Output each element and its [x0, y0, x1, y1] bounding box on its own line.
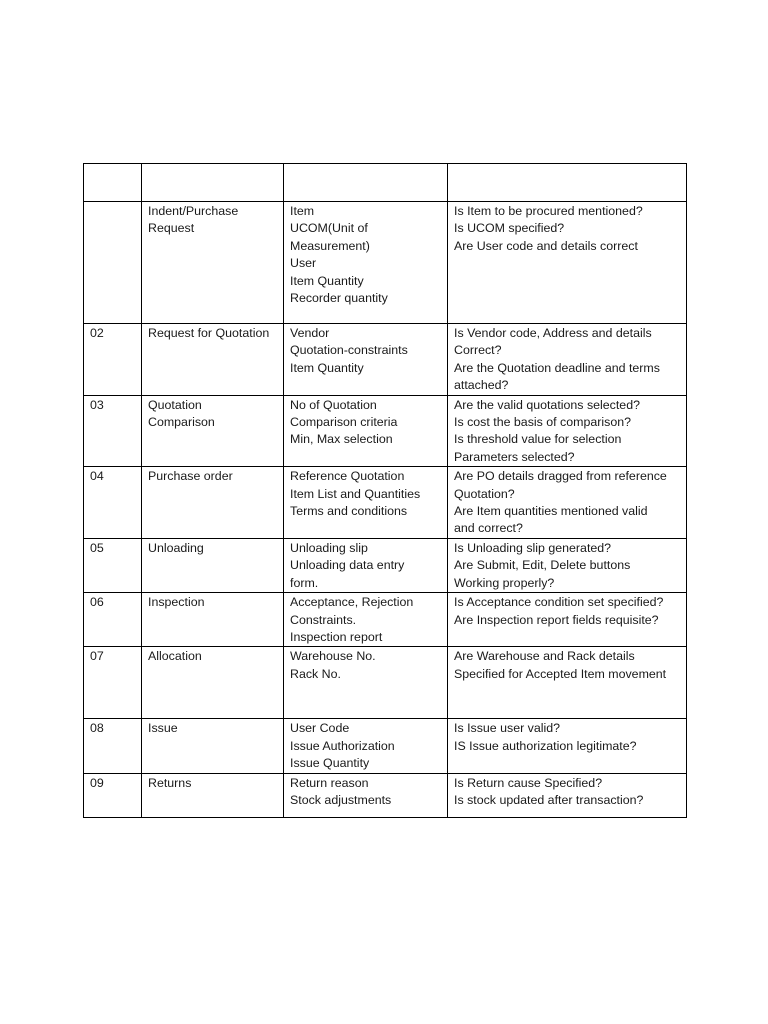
cell-text-line: Working properly?: [454, 575, 555, 590]
cell-text-line: Acceptance, Rejection: [290, 595, 414, 610]
serial-number-cell: [84, 467, 142, 539]
cell-text-line: and correct?: [454, 521, 523, 536]
cell-text-line: Are Warehouse and Rack details: [454, 649, 635, 664]
process-cell: [142, 202, 284, 324]
cell-text-line: Allocation: [148, 649, 202, 664]
cell-text-line: Rack No.: [290, 666, 341, 681]
cell-text-line: Warehouse No.: [290, 649, 376, 664]
fields-cell: [284, 467, 448, 539]
cell-text-line: Is stock updated after transaction?: [454, 792, 644, 807]
cell-text-line: Unloading data entry: [290, 558, 405, 573]
cell-text-line: Request: [148, 221, 195, 236]
cell-text-line: IS Issue authorization legitimate?: [454, 738, 637, 753]
table-body: [84, 164, 687, 818]
serial-number-text: 09: [90, 775, 104, 790]
table-row: [84, 164, 687, 202]
process-cell: [142, 395, 284, 467]
cell-text-line: Vendor: [290, 326, 330, 340]
cell-text-line: Is UCOM specified?: [454, 221, 565, 236]
checks-cell: [448, 593, 687, 647]
process-checklist-table: [83, 163, 687, 818]
cell-text-line: Issue Quantity: [290, 756, 370, 771]
serial-number-text: 02: [90, 326, 104, 340]
cell-text-line: Comparison criteria: [290, 415, 398, 430]
serial-number-cell: [84, 538, 142, 592]
cell-text-line: Item Quantity: [290, 360, 364, 375]
process-cell: [142, 593, 284, 647]
process-cell: [142, 719, 284, 773]
cell-text-line: Measurement): [290, 238, 370, 253]
serial-number-text: 07: [90, 649, 104, 664]
cell-text-line: Parameters selected?: [454, 449, 575, 464]
process-cell: [142, 538, 284, 592]
cell-text-line: Issue Authorization: [290, 738, 395, 753]
table-row: [84, 202, 687, 324]
cell-text-line: Returns: [148, 775, 192, 790]
fields-cell: [284, 538, 448, 592]
checks-cell: [448, 647, 687, 719]
cell-text-line: Is cost the basis of comparison?: [454, 415, 631, 430]
checks-cell: [448, 719, 687, 773]
checks-cell: [448, 773, 687, 817]
cell-text-line: Is Issue user valid?: [454, 721, 561, 736]
serial-number-cell: [84, 773, 142, 817]
checks-cell: [448, 164, 687, 202]
process-cell: [142, 324, 284, 396]
cell-text-line: Quotation?: [454, 486, 515, 501]
cell-text-line: form.: [290, 575, 319, 590]
cell-text-line: Quotation-constraints: [290, 343, 408, 358]
cell-text-line: attached?: [454, 378, 509, 393]
fields-cell: [284, 647, 448, 719]
cell-text-line: Specified for Accepted Item movement: [454, 666, 667, 681]
cell-text-line: Reference Quotation: [290, 469, 405, 484]
cell-text-line: Return reason: [290, 775, 369, 790]
cell-text-line: Item: [290, 204, 315, 218]
fields-cell: [284, 324, 448, 396]
cell-text-line: Recorder quantity: [290, 291, 388, 306]
cell-text-line: Is threshold value for selection: [454, 432, 622, 447]
cell-text-line: Constraints.: [290, 612, 357, 627]
checks-cell: [448, 324, 687, 396]
serial-number-cell: [84, 719, 142, 773]
fields-cell: [284, 593, 448, 647]
table-row: [84, 538, 687, 592]
table-row: [84, 593, 687, 647]
serial-number-cell: [84, 593, 142, 647]
cell-text-line: Quotation: [148, 397, 202, 412]
cell-text-line: User Code: [290, 721, 350, 736]
serial-number-text: 04: [90, 469, 104, 484]
checks-cell: [448, 467, 687, 539]
serial-number-cell: [84, 647, 142, 719]
cell-text-line: Item Quantity: [290, 273, 364, 288]
cell-text-line: Indent/Purchase: [148, 204, 239, 218]
serial-number-text: 08: [90, 721, 104, 736]
cell-text-line: Are Item quantities mentioned valid: [454, 504, 648, 519]
cell-text-line: Item List and Quantities: [290, 486, 421, 501]
cell-text-line: Unloading slip: [290, 540, 368, 555]
serial-number-text: 03: [90, 397, 104, 412]
cell-text-line: Is Return cause Specified?: [454, 775, 603, 790]
table-row: [84, 773, 687, 817]
table-row: [84, 467, 687, 539]
process-cell: [142, 773, 284, 817]
table-row: [84, 647, 687, 719]
cell-text-line: Request for Quotation: [148, 326, 270, 340]
cell-text-line: Is Vendor code, Address and details: [454, 326, 652, 340]
serial-number-cell: [84, 202, 142, 324]
table-row: [84, 395, 687, 467]
fields-cell: [284, 395, 448, 467]
cell-text-line: UCOM(Unit of: [290, 221, 368, 236]
table-row: [84, 719, 687, 773]
cell-text-line: Inspection: [148, 595, 205, 610]
checks-cell: [448, 395, 687, 467]
cell-text-line: No of Quotation: [290, 397, 377, 412]
fields-cell: [284, 202, 448, 324]
serial-number-cell: [84, 395, 142, 467]
fields-cell: [284, 164, 448, 202]
process-cell: [142, 164, 284, 202]
cell-text-line: Purchase order: [148, 469, 233, 484]
cell-text-line: Comparison: [148, 415, 215, 430]
cell-text-line: Min, Max selection: [290, 432, 393, 447]
fields-cell: [284, 719, 448, 773]
cell-text-line: User: [290, 256, 317, 271]
cell-text-line: Terms and conditions: [290, 504, 408, 519]
cell-text-line: Inspection report: [290, 629, 383, 644]
checks-cell: [448, 538, 687, 592]
table-row: [84, 324, 687, 396]
cell-text-line: Are the valid quotations selected?: [454, 397, 640, 412]
cell-text-line: Is Unloading slip generated?: [454, 540, 612, 555]
cell-text-line: Is Item to be procured mentioned?: [454, 204, 643, 218]
cell-text-line: Is Acceptance condition set specified?: [454, 595, 664, 610]
process-cell: [142, 467, 284, 539]
cell-text-line: Are PO details dragged from reference: [454, 469, 667, 484]
cell-text-line: Correct?: [454, 343, 502, 358]
cell-text-line: Are Inspection report fields requisite?: [454, 612, 659, 627]
cell-text-line: Are Submit, Edit, Delete buttons: [454, 558, 631, 573]
fields-cell: [284, 773, 448, 817]
cell-text-line: Stock adjustments: [290, 792, 392, 807]
process-cell: [142, 647, 284, 719]
serial-number-cell: [84, 164, 142, 202]
cell-text-line: Unloading: [148, 540, 204, 555]
serial-number-text: 06: [90, 595, 104, 610]
serial-number-cell: [84, 324, 142, 396]
cell-text-line: Are the Quotation deadline and terms: [454, 360, 660, 375]
cell-text-line: Issue: [148, 721, 178, 736]
checks-cell: [448, 202, 687, 324]
cell-text-line: Are User code and details correct: [454, 238, 638, 253]
serial-number-text: 05: [90, 540, 104, 555]
